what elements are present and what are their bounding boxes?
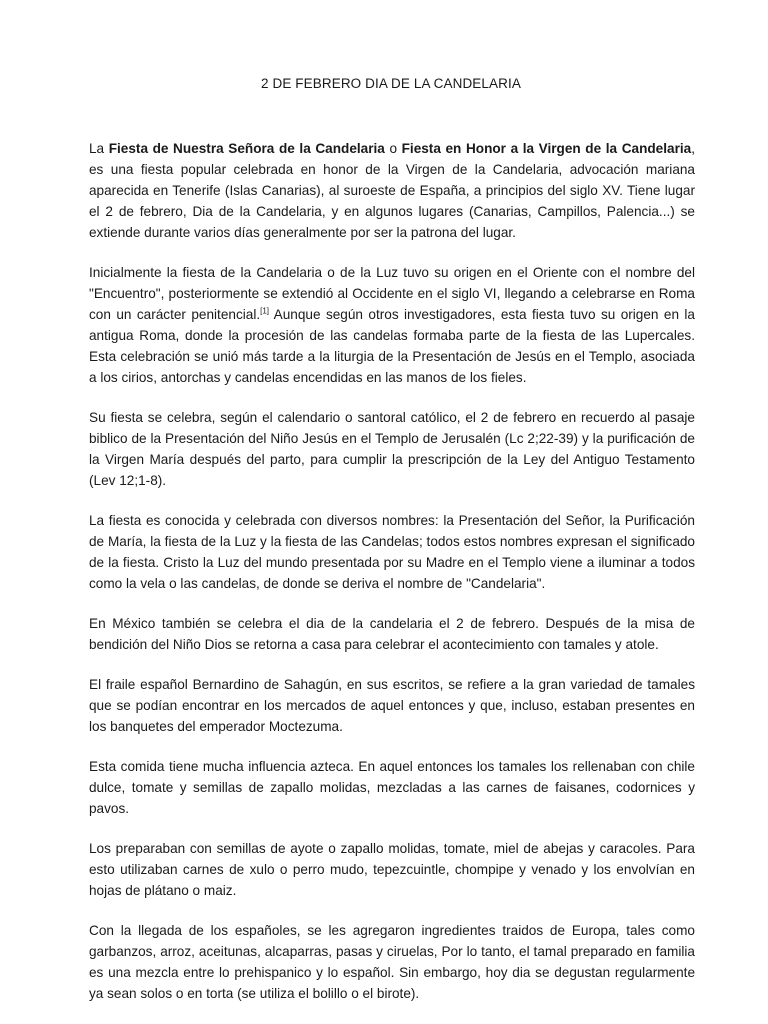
paragraph-2-text-a: Inicialmente la fiesta de la Candelaria o de la Luz tuvo su origen en el Oriente con el nombre del "Encuentro", posteriormente se extendió al Occidente en el siglo VI, llegando a celebrarse en Roma con un carácter penitencial. xyxy=(89,265,695,322)
paragraph-1-text-c: , es una fiesta popular celebrada en honor de la Virgen de la Candelaria, advocación mariana aparecida en Tenerife (Islas Canarias), al suroeste de España, a principios del siglo XV. Tiene lugar el 2 de febrero, Dia de la Candelaria, y en algunos lugares (Canarias, Campillos, Palencia...) se extiende durante varios días generalmente por ser la patrona del lugar. xyxy=(89,141,695,240)
paragraph-1-bold-a: Fiesta de Nuestra Señora de la Candelaria xyxy=(108,141,385,156)
paragraph-8: Los preparaban con semillas de ayote o zapallo molidas, tomate, miel de abejas y caracoles. Para esto utilizaban carnes de xulo o perro mudo, tepezcuintle, chompipe y venado y los envolvían en hojas de plátano o maiz. xyxy=(89,841,695,898)
paragraph-2 xyxy=(89,262,695,388)
paragraph-1-bold-b: Fiesta en Honor a la Virgen de la Candelaria xyxy=(401,141,692,156)
paragraph-1-text-b: o xyxy=(384,141,402,156)
paragraph-2-text-b: Aunque según otros investigadores, esta fiesta tuvo su origen en la antigua Roma, donde la procesión de las candelas formaba parte de la fiesta de las Lupercales. Esta celebración se unió más tarde a la liturgia de la Presentación de Jesús en el Templo, asociada a los cirios, antorchas y candelas encendidas en las manos de los fieles. xyxy=(89,307,695,385)
paragraph-3: Su fiesta se celebra, según el calendario o santoral católico, el 2 de febrero en recuerdo al pasaje biblico de la Presentación del Niño Jesús en el Templo de Jerusalén (Lc 2;22-39) y la purificación de la Virgen María después del parto, para cumplir la prescripción de la Ley del Antiguo Testamento (Lev 12;1-8). xyxy=(89,410,695,488)
paragraph-9: Con la llegada de los españoles, se les agregaron ingredientes traidos de Europa, tales como garbanzos, arroz, aceitunas, alcaparras, pasas y ciruelas, Por lo tanto, el tamal preparado en familia es una mezcla entre lo prehispanico y lo español. Sin embargo, hoy dia se degustan regularmente ya sean solos o en torta (se utiliza el bolillo o el birote). xyxy=(89,923,695,1001)
footnote-reference[interactable]: [1] xyxy=(260,306,270,316)
paragraph-7: Esta comida tiene mucha influencia azteca. En aquel entonces los tamales los rellenaban con chile dulce, tomate y semillas de zapallo molidas, mezcladas a las carnes de faisanes, codornices y pavos. xyxy=(89,759,695,816)
document-body xyxy=(89,138,695,1023)
paragraph-6: El fraile español Bernardino de Sahagún, en sus escritos, se refiere a la gran variedad de tamales que se podían encontrar en los mercados de aquel entonces y que, incluso, estaban presentes en los banquetes del emperador Moctezuma. xyxy=(89,677,695,734)
paragraph-4: La fiesta es conocida y celebrada con diversos nombres: la Presentación del Señor, la Purificación de María, la fiesta de la Luz y la fiesta de las Candelas; todos estos nombres expresan el significado de la fiesta. Cristo la Luz del mundo presentada por su Madre en el Templo viene a iluminar a todos como la vela o las candelas, de donde se deriva el nombre de "Candelaria". xyxy=(89,513,695,591)
page-title: 2 DE FEBRERO DIA DE LA CANDELARIA xyxy=(261,76,521,91)
paragraph-1 xyxy=(89,138,695,243)
paragraph-5: En México también se celebra el dia de la candelaria el 2 de febrero. Después de la misa de bendición del Niño Dios se retorna a casa para celebrar el acontecimiento con tamales y atole. xyxy=(89,616,695,652)
paragraph-1-text-a: La xyxy=(89,141,109,156)
